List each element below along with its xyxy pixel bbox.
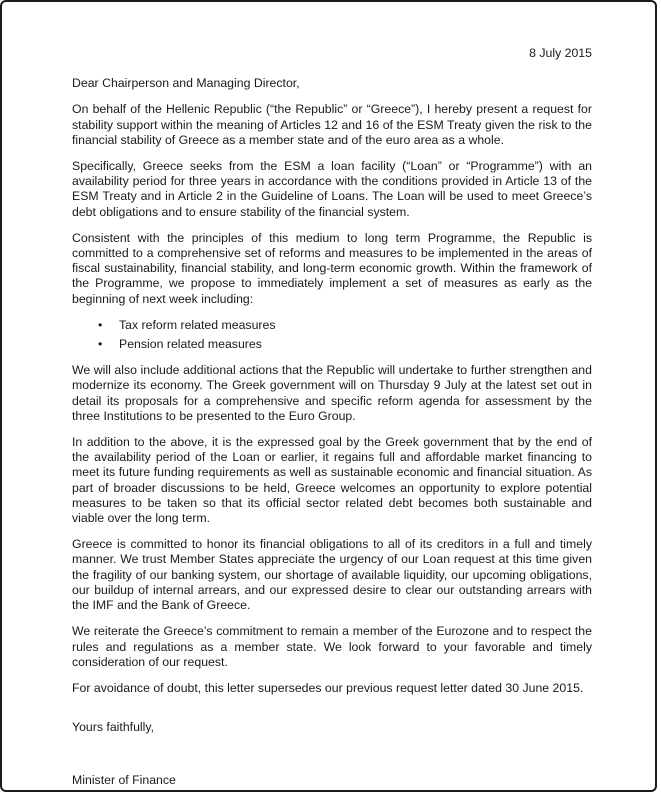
paragraph-loan-facility: Specifically, Greece seeks from the ESM a loan facility (“Loan” or “Programme”) with an availability period for three years in accordance with the conditions provided in Article 13 of the ESM Treaty and in Article 2 in the Guideline of Loans. The Loan will be used to meet Greece’s debt obligations and to ensure stability of the financial system. xyxy=(72,159,592,219)
paragraph-market-financing-goal: In addition to the above, it is the expressed goal by the Greek government that by the end of the availability period of the Loan or earlier, it regains full and affordable market financing to meet its future funding requirements as well as sustainable economic and financial situation. As part of broader discussions to be held, Greece welcomes an opportunity to explore potential measures to be taken so that its official sector related debt becomes both sustainable and viable over the long term. xyxy=(72,435,592,526)
paragraph-creditor-obligations: Greece is committed to honor its financial obligations to all of its creditors in a full and timely manner. We trust Member States appreciate the urgency of our Loan request at this time given the fragility of our banking system, our shortage of available liquidity, our upcoming obligations, our buildup of internal arrears, and our expressed desire to clear our outstanding arrears with the IMF and the Bank of Greece. xyxy=(72,537,592,613)
paragraph-additional-actions: We will also include additional actions that the Republic will undertake to further strengthen and modernize its economy. The Greek government will on Thursday 9 July at the latest set out in detail its proposals for a comprehensive and specific reform agenda for assessment by the three Institutions to be presented to the Euro Group. xyxy=(72,363,592,423)
paragraph-reform-commitment: Consistent with the principles of this medium to long term Programme, the Republic is committed to a comprehensive set of reforms and measures to be implemented in the areas of fiscal sustainability, financial stability, and long-term economic growth. Within the framework of the Programme, we propose to immediately implement a set of measures as early as the beginning of next week including: xyxy=(72,230,592,306)
signature-title: Minister of Finance xyxy=(72,773,176,788)
closing-valediction: Yours faithfully, xyxy=(72,720,155,735)
salutation: Dear Chairperson and Managing Director, xyxy=(72,76,300,91)
list-item: • Pension related measures xyxy=(72,337,592,352)
letter-date: 8 July 2015 xyxy=(529,46,592,60)
list-item: • Tax reform related measures xyxy=(72,318,592,333)
measures-bullet-list xyxy=(72,318,592,352)
paragraph-eurozone-commitment: We reiterate the Greece’s commitment to remain a member of the Eurozone and to respect the rules and regulations as a member state. We look forward to your favorable and timely consideration of our request. xyxy=(72,624,592,669)
paragraph-request-for-support: On behalf of the Hellenic Republic (“the Republic” or “Greece”), I hereby present a request for stability support within the meaning of Articles 12 and 16 of the ESM Treaty given the risk to the financial stability of Greece as a member state and of the euro area as a whole. xyxy=(72,102,592,147)
paragraph-supersedes-previous-letter: For avoidance of doubt, this letter supersedes our previous request letter dated 30 June 2015. xyxy=(72,680,584,695)
